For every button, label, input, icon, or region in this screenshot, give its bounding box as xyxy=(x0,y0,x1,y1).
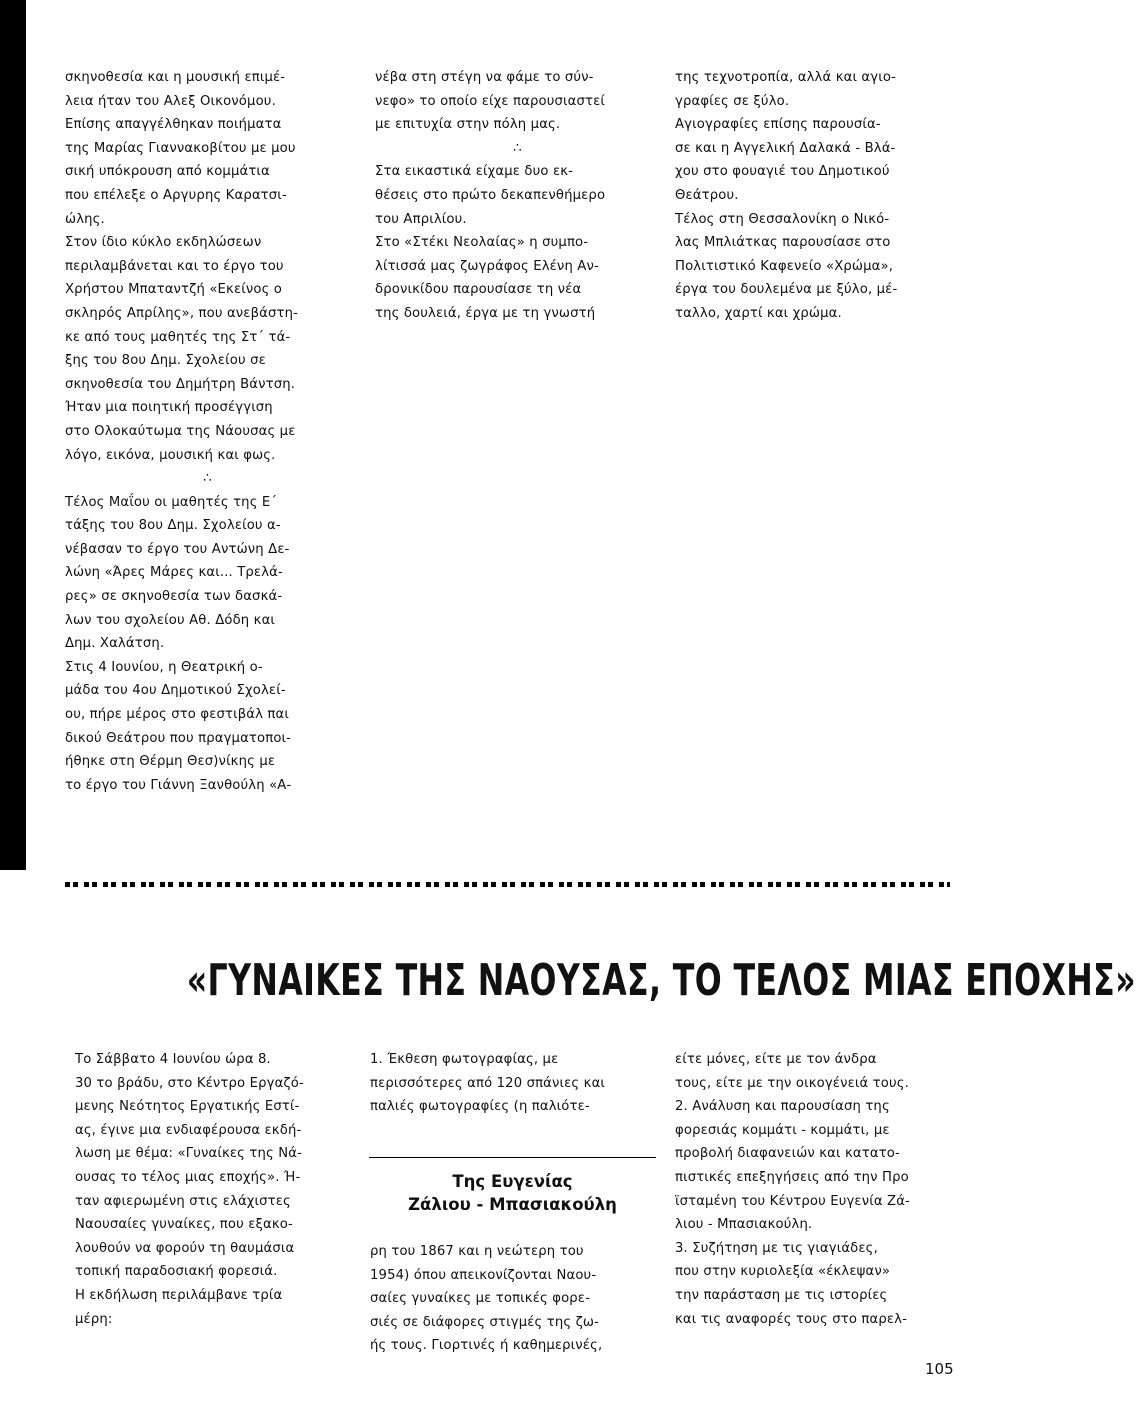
text-line: Πολιτιστικό Καφενείο «Χρώμα», xyxy=(675,258,894,274)
text-line: θέσεις στο πρώτο δεκαπενθήμερο xyxy=(375,187,606,203)
text-line: νεφο» το οποίο είχε παρουσιαστεί xyxy=(375,93,605,109)
text-line: ταν αφιερωμένη στις ελάχιστες xyxy=(75,1193,291,1209)
author-line-1: Της Ευγενίας xyxy=(452,1172,573,1191)
text-line: ∴ xyxy=(203,471,212,487)
author-line-2: Ζάλιου - Μπασιακούλη xyxy=(408,1195,617,1214)
text-line: δρονικίδου παρουσίασε τη νέα xyxy=(375,282,582,298)
text-line: 2. Ανάλυση και παρουσίαση της xyxy=(675,1099,890,1115)
text-line: Το Σάββατο 4 Ιουνίου ώρα 8. xyxy=(75,1052,271,1067)
text-line: σκηνοθεσία του Δημήτρη Βάντση. xyxy=(65,376,296,392)
text-line: με επιτυχία στην πόλη μας. xyxy=(375,117,561,133)
text-line: λιου - Μπασιακούλη. xyxy=(675,1217,813,1233)
author-byline xyxy=(369,1157,656,1216)
text-line: λώνη «Άρες Μάρες και... Τρελά- xyxy=(65,565,283,581)
text-line: ήθηκε στη Θέρμη Θεσ)νίκης με xyxy=(65,754,276,770)
text-line: που επέλεξε ο Αργυρης Καρατσι- xyxy=(65,187,287,203)
text-line: σιές σε διάφορες στιγμές της ζω- xyxy=(370,1314,600,1330)
text-line: προβολή διαφανειών και κατατο- xyxy=(675,1146,900,1162)
text-line: ∴ xyxy=(513,140,522,156)
text-line: λίτισσά μας ζωγράφος Ελένη Αν- xyxy=(375,258,599,274)
dash-divider xyxy=(65,880,950,890)
text-line: Αγιογραφίες επίσης παρουσία- xyxy=(675,117,881,133)
text-line: της δουλειά, έργα με τη γνωστή xyxy=(375,305,596,321)
text-line: σε και η Αγγελική Δαλακά - Βλά- xyxy=(675,140,896,156)
text-line: 1954) όπου απεικονίζονται Ναου- xyxy=(370,1267,597,1283)
text-line: ταλλο, χαρτί και χρώμα. xyxy=(675,305,842,321)
text-line: λουθούν να φορούν τη θαυμάσια xyxy=(75,1240,295,1256)
text-line: ξης του 8ου Δημ. Σχολείου σε xyxy=(65,353,266,369)
text-line: σαίες γυναίκες με τοπικές φορε- xyxy=(370,1291,590,1307)
text-line: ουσας το τέλος μιας εποχής». Ή- xyxy=(75,1169,301,1185)
text-line: Η εκδήλωση περιλάμβανε τρία xyxy=(75,1287,283,1303)
text-line: λόγο, εικόνα, μουσική και φως. xyxy=(65,447,276,463)
text-line: την παράσταση με τις ιστορίες xyxy=(675,1287,888,1303)
text-line: μενης Νεότητος Εργατικής Εστί- xyxy=(75,1099,300,1115)
column-1-bottom xyxy=(75,1048,360,1331)
text-line: που στην κυριολεξία «έκλεψαν» xyxy=(675,1264,891,1280)
text-line: σική υπόκρουση από κομμάτια xyxy=(65,164,270,180)
text-line: ρη του 1867 και η νεώτερη του xyxy=(370,1244,584,1259)
text-line: έργα του δουλεμένα με ξύλο, μέ- xyxy=(675,282,898,298)
text-line: ας, έγινε μια ενδιαφέρουσα εκδή- xyxy=(75,1122,302,1138)
text-line: στο Ολοκαύτωμα της Νάουσας με xyxy=(65,423,296,439)
column-2-bottom-lower xyxy=(370,1240,660,1358)
text-line: γραφίες σε ξύλο. xyxy=(675,93,790,109)
text-line: 1. Έκθεση φωτογραφίας, με xyxy=(370,1052,559,1067)
text-line: παλιές φωτογραφίες (η παλιότε- xyxy=(370,1099,590,1115)
text-line: λωση με θέμα: «Γυναίκες της Νά- xyxy=(75,1146,302,1162)
text-line: νέβα στη στέγη να φάμε το σύν- xyxy=(375,70,594,85)
author-rule xyxy=(369,1157,656,1158)
text-line: Στον ίδιο κύκλο εκδηλώσεων xyxy=(65,235,262,251)
text-line: σκληρός Απρίλης», που ανεβάστη- xyxy=(65,305,299,321)
text-line: ρες» σε σκηνοθεσία των δασκά- xyxy=(65,589,283,605)
text-line: Στα εικαστικά είχαμε δυο εκ- xyxy=(375,164,574,180)
text-line: ϊσταμένη του Κέντρου Ευγενία Ζά- xyxy=(675,1193,910,1209)
text-line: τους, είτε με την οικογένειά τους. xyxy=(675,1075,909,1091)
text-line: της Μαρίας Γιαννακοβίτου με μου xyxy=(65,140,296,156)
text-line: Χρήστου Μπαταντζή «Εκείνος ο xyxy=(65,282,283,298)
text-line: 30 το βράδυ, στο Κέντρο Εργαζό- xyxy=(75,1075,304,1091)
column-3-bottom xyxy=(675,1048,965,1331)
text-line: Στο «Στέκι Νεολαίας» η συμπο- xyxy=(375,235,589,251)
text-line: ώλης. xyxy=(65,211,105,227)
column-1-top xyxy=(65,66,350,797)
text-line: πιστικές επεξηγήσεις από την Προ xyxy=(675,1169,909,1185)
text-line: ής τους. Γιορτινές ή καθημερινές, xyxy=(370,1338,603,1354)
text-line: Τέλος Μαΐου οι μαθητές της Ε΄ xyxy=(65,494,278,510)
text-line: ου, πήρε μέρος στο φεστιβάλ παι xyxy=(65,707,289,723)
text-line: Δημ. Χαλάτση. xyxy=(65,636,165,652)
text-line: λας Μπλιάτκας παρουσίασε στο xyxy=(675,235,891,251)
text-line: μέρη: xyxy=(75,1311,113,1327)
text-line: κε από τους μαθητές της Στ΄ τά- xyxy=(65,329,291,345)
text-line: μάδα του 4ου Δημοτικού Σχολεί- xyxy=(65,683,286,699)
text-line: του Απριλίου. xyxy=(375,211,467,227)
text-line: δικού Θεάτρου που πραγματοποι- xyxy=(65,730,292,746)
text-line: νέβασαν το έργο του Αντώνη Δε- xyxy=(65,541,290,557)
text-line: τάξης του 8ου Δημ. Σχολείου α- xyxy=(65,518,281,534)
text-line: Ήταν μια ποιητική προσέγγιση xyxy=(65,400,273,416)
text-line: λων του σχολείου Αθ. Δόδη και xyxy=(65,612,276,628)
text-line: φορεσιάς κομμάτι - κομμάτι, με xyxy=(675,1122,890,1138)
text-line: Ναουσαίες γυναίκες, που εξακο- xyxy=(75,1217,293,1233)
text-line: σκηνοθεσία και η μουσική επιμέ- xyxy=(65,70,286,85)
text-line: το έργο του Γιάννη Ξανθούλη «Α- xyxy=(65,777,292,793)
text-line: και τις αναφορές τους στο παρελ- xyxy=(675,1311,908,1327)
text-line: χου στο φουαγιέ του Δημοτικού xyxy=(675,164,890,180)
text-line: Στις 4 Ιουνίου, η Θεατρική ο- xyxy=(65,659,263,675)
column-2-bottom-upper xyxy=(370,1048,660,1119)
text-line: της τεχνοτροπία, αλλά και αγιο- xyxy=(675,70,896,85)
text-line: τοπική παραδοσιακή φορεσιά. xyxy=(75,1264,278,1280)
text-line: Επίσης απαγγέλθηκαν ποιήματα xyxy=(65,117,282,133)
text-line: περισσότερες από 120 σπάνιες και xyxy=(370,1075,606,1091)
text-line: 3. Συζήτηση με τις γιαγιάδες, xyxy=(675,1240,878,1256)
scan-edge-shadow xyxy=(0,0,26,870)
article-headline: «ΓΥΝΑΙΚΕΣ ΤΗΣ ΝΑΟΥΣΑΣ, ΤΟ ΤΕΛΟΣ ΜΙΑΣ ΕΠΟΧΗΣ» xyxy=(186,955,1136,1006)
column-2-top xyxy=(375,66,660,326)
column-3-top xyxy=(675,66,965,326)
text-line: Τέλος στη Θεσσαλονίκη ο Νικό- xyxy=(675,211,890,227)
text-line: είτε μόνες, είτε με τον άνδρα xyxy=(675,1052,877,1067)
text-line: λεια ήταν του Αλεξ Οικονόμου. xyxy=(65,93,276,109)
page-number: 105 xyxy=(925,1360,954,1378)
text-line: Θεάτρου. xyxy=(675,187,739,203)
text-line: περιλαμβάνεται και το έργο του xyxy=(65,258,284,274)
